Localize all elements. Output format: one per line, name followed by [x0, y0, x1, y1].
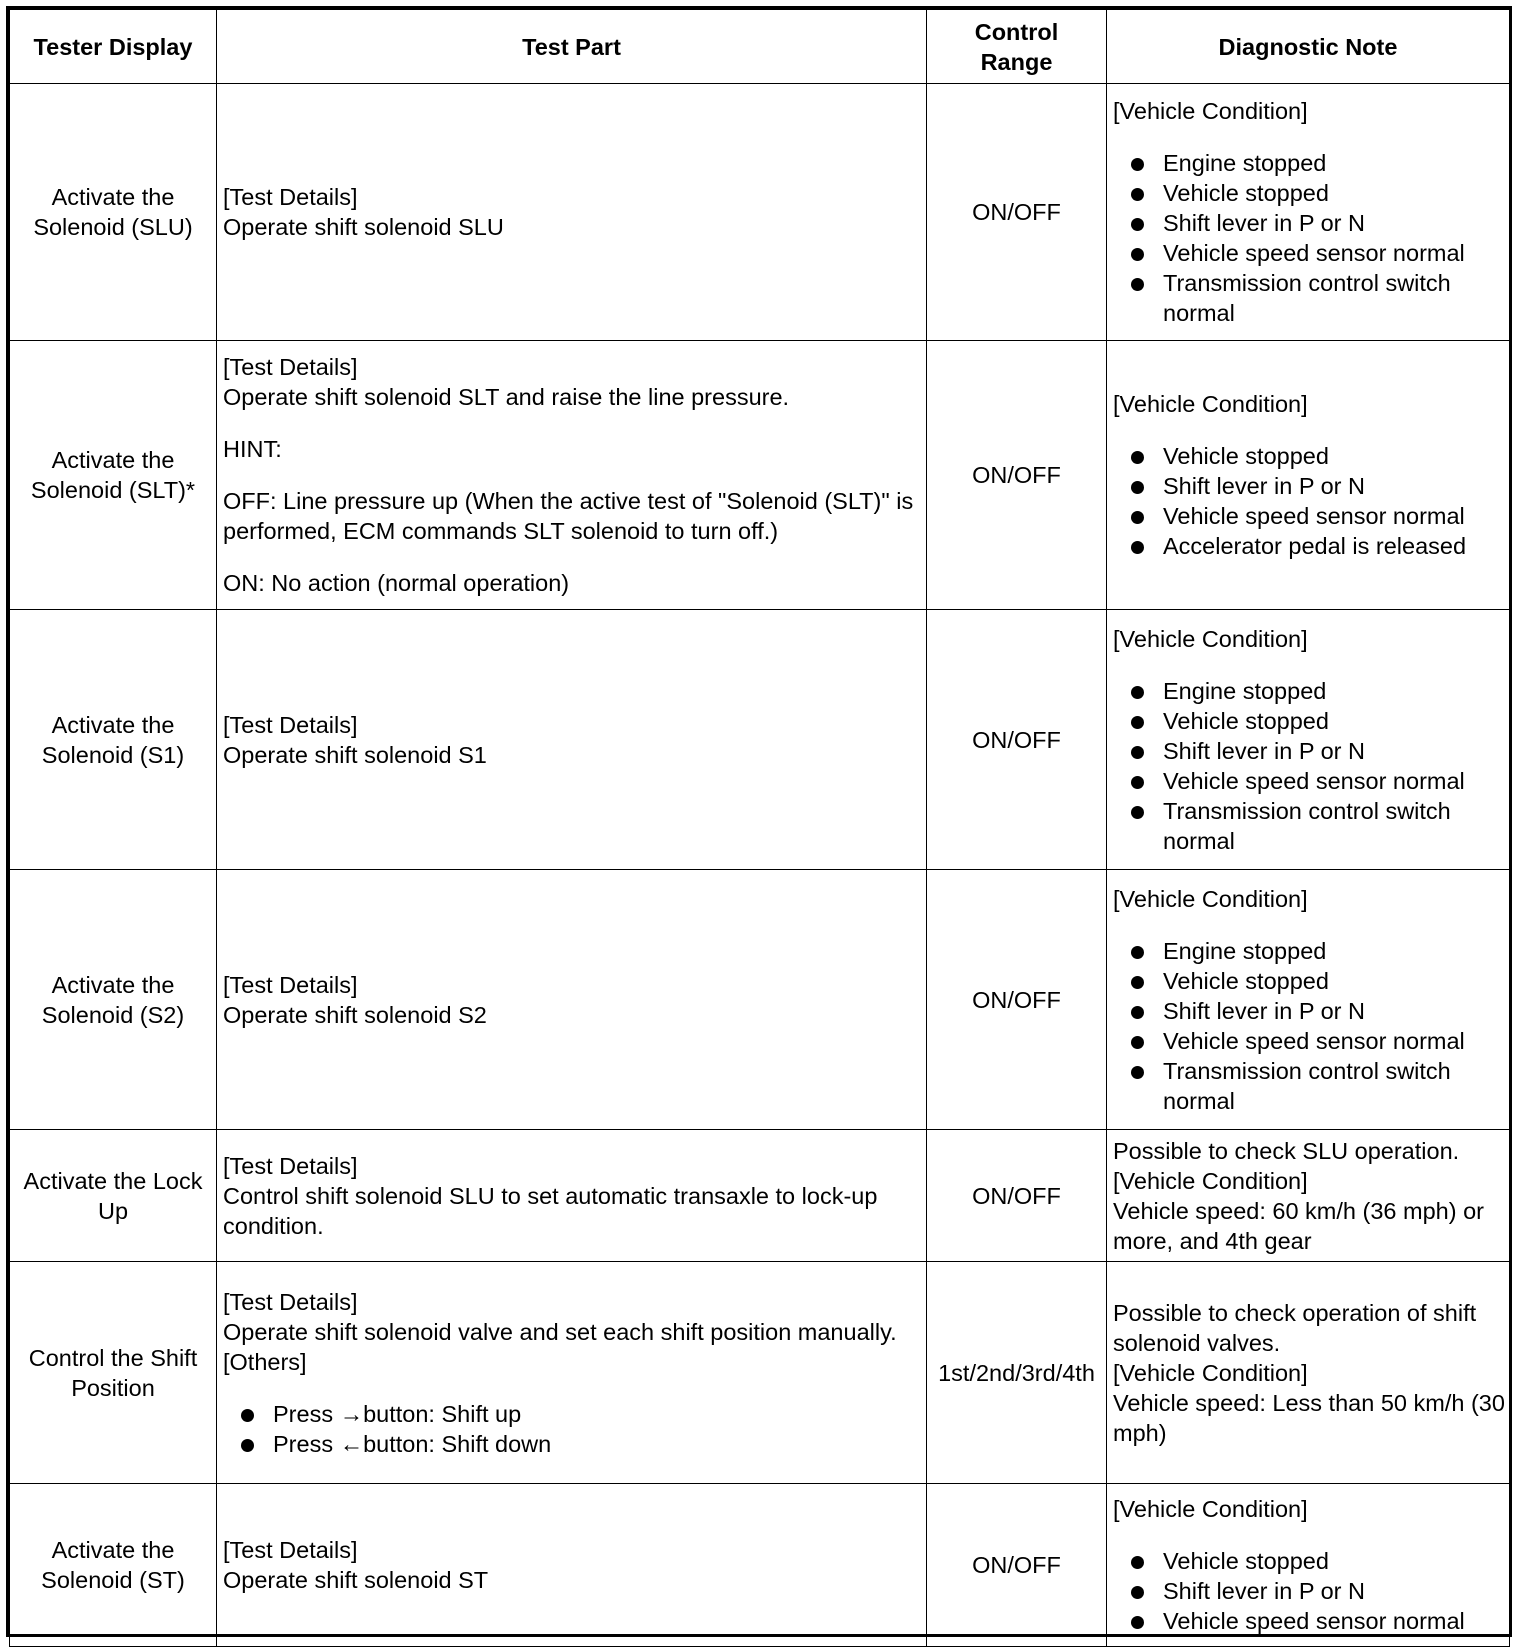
- list-item: Shift lever in P or N: [1163, 736, 1505, 766]
- control-range-cell: ON/OFF: [927, 1484, 1107, 1647]
- note-line: Vehicle speed: 60 km/h (36 mph) or more, and 4th gear: [1113, 1197, 1484, 1254]
- list-item: Transmission control switch normal: [1163, 796, 1505, 856]
- test-part-cell: [217, 1130, 927, 1262]
- note-title: [Vehicle Condition]: [1113, 625, 1308, 652]
- list-item: Shift lever in P or N: [1163, 996, 1505, 1026]
- test-part-cell: [217, 1484, 927, 1647]
- button-list: [223, 1399, 920, 1459]
- test-part-line: [Test Details]: [223, 1152, 358, 1179]
- list-item: Vehicle stopped: [1163, 966, 1505, 996]
- tester-display-cell: [10, 1262, 217, 1484]
- note-line: Possible to check operation of shift solenoid valves.: [1113, 1299, 1477, 1356]
- list-item: Vehicle stopped: [1163, 178, 1505, 208]
- diagnostic-note-cell: [1107, 84, 1510, 341]
- tester-display-line: Activate the: [51, 971, 175, 998]
- list-item: Vehicle speed sensor normal: [1163, 766, 1505, 796]
- note-title: [Vehicle Condition]: [1113, 391, 1308, 417]
- list-item: Shift lever in P or N: [1163, 1576, 1505, 1606]
- list-item: Accelerator pedal is released: [1163, 531, 1505, 561]
- header-control-range-line: Control: [974, 18, 1059, 45]
- tester-display-cell: [10, 610, 217, 870]
- diagnostic-note-cell: [1107, 1484, 1510, 1647]
- test-part-cell: [217, 610, 927, 870]
- tester-display-line: Solenoid (SLT)*: [30, 477, 196, 503]
- header-tester-display: Tester Display: [10, 10, 217, 84]
- diagnostic-note-cell: [1107, 870, 1510, 1130]
- test-part-cell: [217, 870, 927, 1130]
- table-row: [10, 341, 1510, 610]
- control-range-cell: 1st/2nd/3rd/4th: [927, 1262, 1107, 1484]
- test-part-line: [Test Details]: [223, 971, 358, 998]
- tester-display-line: Control the Shift: [28, 1344, 198, 1371]
- table-row: [10, 1262, 1510, 1484]
- test-part-line: [Test Details]: [223, 1537, 358, 1563]
- header-diagnostic-note: Diagnostic Note: [1107, 10, 1510, 84]
- test-part-line: [Test Details]: [223, 184, 358, 210]
- tester-display-line: Activate the Lock: [23, 1167, 203, 1194]
- note-line: [Vehicle Condition]: [1113, 1167, 1308, 1194]
- tester-display-cell: [10, 1130, 217, 1262]
- tester-display-line: Up: [97, 1197, 129, 1224]
- table-row: [10, 610, 1510, 870]
- list-item: Vehicle speed sensor normal: [1163, 1606, 1505, 1636]
- test-part-line: Operate shift solenoid SLU: [223, 214, 504, 240]
- active-test-table-frame: [6, 6, 1512, 1637]
- test-part-line: Operate shift solenoid ST: [223, 1567, 489, 1593]
- test-part-line: [Test Details]: [223, 711, 358, 738]
- diagnostic-note-cell: [1107, 1262, 1510, 1484]
- tester-display-line: Activate the: [51, 1537, 175, 1563]
- test-part-cell: [217, 341, 927, 610]
- control-range-cell: ON/OFF: [927, 610, 1107, 870]
- list-item: Vehicle speed sensor normal: [1163, 1026, 1505, 1056]
- note-title: [Vehicle Condition]: [1113, 1496, 1308, 1522]
- tester-display-line: Solenoid (SLU): [33, 214, 193, 240]
- list-item: Vehicle speed sensor normal: [1163, 238, 1505, 268]
- test-part-cell: [217, 1262, 927, 1484]
- tester-display-line: Activate the: [51, 711, 175, 738]
- note-line: [Vehicle Condition]: [1113, 1359, 1308, 1386]
- control-range-cell: ON/OFF: [927, 870, 1107, 1130]
- control-range-cell: ON/OFF: [927, 341, 1107, 610]
- tester-display-line: Solenoid (ST): [41, 1567, 185, 1593]
- tester-display-cell: [10, 1484, 217, 1647]
- tester-display-line: Solenoid (S1): [41, 741, 185, 768]
- list-item: Vehicle stopped: [1163, 1546, 1505, 1576]
- test-part-line: Operate shift solenoid SLT and raise the line pressure.: [223, 384, 790, 410]
- list-item: Vehicle speed sensor normal: [1163, 501, 1505, 531]
- note-title: [Vehicle Condition]: [1113, 98, 1308, 124]
- tester-display-line: Position: [71, 1374, 155, 1401]
- list-item: Transmission control switch normal: [1163, 1056, 1505, 1116]
- test-part-line: [Others]: [223, 1348, 307, 1375]
- list-item: Press ←button: Shift down: [273, 1429, 920, 1459]
- test-part-line: Control shift solenoid SLU to set automatic transaxle to lock-up condition.: [223, 1182, 878, 1239]
- table-row: [10, 84, 1510, 341]
- tester-display-cell: [10, 870, 217, 1130]
- test-part-off: OFF: Line pressure up (When the active test of "Solenoid (SLT)" is performed, ECM commands SLT solenoid to turn off.): [223, 488, 914, 544]
- test-part-on: ON: No action (normal operation): [223, 570, 570, 596]
- tester-display-line: Activate the: [51, 447, 175, 473]
- diagnostic-note-cell: [1107, 341, 1510, 610]
- condition-list: [1113, 148, 1505, 328]
- test-part-line: Operate shift solenoid S1: [223, 741, 487, 768]
- list-item: Shift lever in P or N: [1163, 471, 1505, 501]
- header-test-part: Test Part: [217, 10, 927, 84]
- table-row: [10, 1130, 1510, 1262]
- list-item: Vehicle stopped: [1163, 441, 1505, 471]
- list-item: Press →button: Shift up: [273, 1399, 920, 1429]
- condition-list: [1113, 1546, 1505, 1636]
- tester-display-line: Activate the: [51, 184, 175, 210]
- list-item: Vehicle stopped: [1163, 706, 1505, 736]
- list-item: Shift lever in P or N: [1163, 208, 1505, 238]
- table-row: [10, 870, 1510, 1130]
- note-line: Possible to check SLU operation.: [1113, 1137, 1460, 1164]
- tester-display-cell: [10, 341, 217, 610]
- test-part-line: Operate shift solenoid valve and set each shift position manually.: [223, 1318, 897, 1345]
- control-range-cell: ON/OFF: [927, 84, 1107, 341]
- test-part-line: Operate shift solenoid S2: [223, 1001, 487, 1028]
- diagnostic-note-cell: [1107, 1130, 1510, 1262]
- tester-display-line: Solenoid (S2): [41, 1001, 185, 1028]
- note-line: Vehicle speed: Less than 50 km/h (30 mph): [1113, 1389, 1505, 1446]
- header-control-range-line: Range: [980, 48, 1053, 75]
- test-part-line: [Test Details]: [223, 354, 358, 380]
- test-part-hint: HINT:: [223, 436, 282, 462]
- control-range-cell: ON/OFF: [927, 1130, 1107, 1262]
- condition-list: [1113, 676, 1505, 856]
- test-part-cell: [217, 84, 927, 341]
- table-row: [10, 1484, 1510, 1647]
- list-item: Engine stopped: [1163, 936, 1505, 966]
- header-row: [10, 10, 1510, 84]
- active-test-table: [9, 9, 1510, 1647]
- list-item: Engine stopped: [1163, 676, 1505, 706]
- diagnostic-note-cell: [1107, 610, 1510, 870]
- test-part-line: [Test Details]: [223, 1288, 358, 1315]
- list-item: Transmission control switch normal: [1163, 268, 1505, 328]
- note-title: [Vehicle Condition]: [1113, 885, 1308, 912]
- condition-list: [1113, 936, 1505, 1116]
- list-item: Engine stopped: [1163, 148, 1505, 178]
- condition-list: [1113, 441, 1505, 561]
- tester-display-cell: [10, 84, 217, 341]
- header-control-range: [927, 10, 1107, 84]
